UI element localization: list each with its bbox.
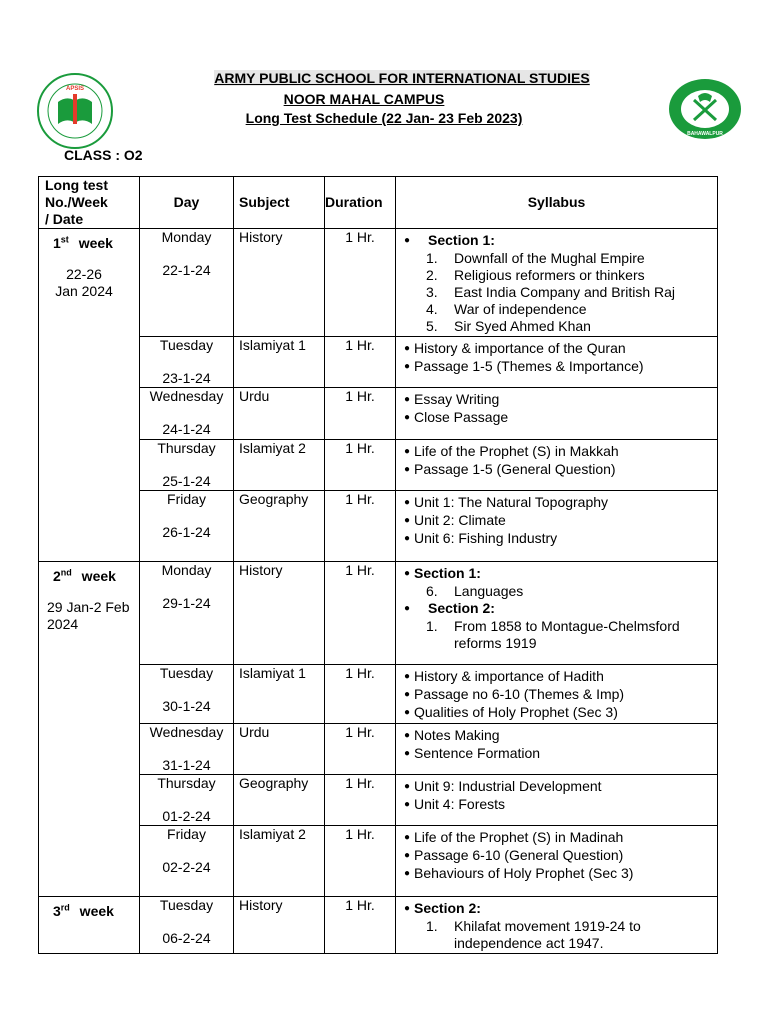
schedule-title: Long Test Schedule (22 Jan- 23 Feb 2023) [245,110,523,126]
bullet-icon: ● [404,568,411,579]
day-cell [140,388,234,440]
bullet-icon: ● [404,412,411,423]
subject-cell: Islamiyat 2 [234,440,325,491]
duration-cell: 1 Hr. [325,337,396,388]
section-title: Section 2: [414,900,481,916]
week-title [53,903,135,920]
day-name: Tuesday [159,337,214,353]
item-text: independence act 1947. [454,935,604,951]
subject-cell: Islamiyat 1 [234,665,325,724]
day-name: Monday [161,229,212,245]
day-name: Wednesday [149,724,224,740]
header-subject: Subject [234,177,325,229]
syllabus-bullet [404,745,717,763]
bullet-icon: ● [404,497,411,508]
numbered-item [404,318,717,335]
day-date: 25-1-24 [162,473,211,489]
bullet-icon: ● [404,730,411,741]
item-text: East India Company and British Raj [454,284,675,300]
syllabus-cell [396,724,718,775]
syllabus-bullet [404,340,717,358]
bullet-icon: ● [404,781,411,792]
syllabus-bullet [404,391,717,409]
duration-cell: 1 Hr. [325,826,396,897]
day-cell [140,775,234,826]
syllabus-cell [396,229,718,337]
syllabus-bullet [404,358,717,376]
week-dates-line1: 22-26 [66,266,102,282]
week-cell [39,897,140,954]
item-text: Sir Syed Ahmed Khan [454,318,591,334]
syllabus-bullet [404,829,717,847]
bullet-text: Life of the Prophet (S) in Madinah [414,829,624,845]
numbered-item [404,284,717,301]
day-date: 06-2-24 [162,930,211,946]
syllabus-bullet [404,686,717,704]
section-title: Section 1: [428,232,495,248]
item-text: Downfall of the Mughal Empire [454,250,645,266]
duration-cell: 1 Hr. [325,665,396,724]
day-cell [140,665,234,724]
week-ordinal: st [60,234,69,245]
week-number: 1 [53,235,61,251]
table-row [39,775,718,826]
week-dates [47,266,135,300]
syllabus-cell [396,775,718,826]
week-word: week [77,568,116,584]
schedule-table [38,176,718,954]
bullet-icon: ● [404,850,411,861]
section-heading [404,232,717,250]
subject-cell: Islamiyat 1 [234,337,325,388]
subject-cell: History [234,562,325,665]
bullet-text: Unit 2: Climate [414,512,506,528]
day-date: 23-1-24 [162,370,211,386]
table-header-row [39,177,718,229]
bullet-icon: ● [404,361,411,372]
item-number [424,935,454,952]
bullet-text: Qualities of Holy Prophet (Sec 3) [414,704,618,720]
bullet-text: History & importance of Hadith [414,668,604,684]
week-title [53,568,135,585]
day-date: 31-1-24 [162,757,211,773]
duration-cell: 1 Hr. [325,897,396,954]
day-cell [140,897,234,954]
bullet-text: Essay Writing [414,391,500,407]
syllabus-bullet [404,796,717,814]
day-date: 24-1-24 [162,421,211,437]
bullet-text: Behaviours of Holy Prophet (Sec 3) [414,865,634,881]
week-dates-line2: 2024 [47,616,79,632]
week-dates [47,599,135,633]
item-number: 3. [426,284,438,300]
subject-cell: History [234,229,325,337]
bullet-icon: ● [404,603,411,614]
header-day: Day [140,177,234,229]
week-ordinal: rd [60,902,70,913]
duration-cell: 1 Hr. [325,775,396,826]
table-row [39,562,718,665]
bullet-icon: ● [404,799,411,810]
day-cell [140,724,234,775]
duration-cell: 1 Hr. [325,491,396,562]
numbered-item [404,583,717,600]
table-row [39,491,718,562]
bullet-icon: ● [404,748,411,759]
bullet-text: Close Passage [414,409,509,425]
syllabus-bullet [404,865,717,883]
item-text: From 1858 to Montague-Chelmsford [454,618,680,634]
numbered-item [404,301,717,318]
section-heading [404,600,717,618]
day-date: 29-1-24 [162,595,211,611]
week-ordinal: nd [60,567,72,578]
subject-cell: Geography [234,491,325,562]
table-row [39,724,718,775]
numbered-item [404,618,717,635]
subject-cell: Urdu [234,388,325,440]
table-row [39,337,718,388]
bullet-text: Unit 6: Fishing Industry [414,530,558,546]
numbered-item [404,635,717,652]
table-row [39,826,718,897]
week-word: week [74,235,113,251]
duration-cell: 1 Hr. [325,388,396,440]
week-number: 3 [53,903,61,919]
subject-cell: Islamiyat 2 [234,826,325,897]
item-text: Languages [454,583,524,599]
table-row [39,440,718,491]
syllabus-cell [396,440,718,491]
bullet-icon: ● [404,394,411,405]
syllabus-cell [396,665,718,724]
bullet-text: Life of the Prophet (S) in Makkah [414,443,619,459]
item-number [424,635,454,652]
bullet-icon: ● [404,533,411,544]
table-row [39,897,718,954]
syllabus-bullet [404,668,717,686]
item-number: 2. [426,267,438,283]
section-heading [404,900,717,918]
subject-cell: History [234,897,325,954]
syllabus-bullet [404,847,717,865]
day-date: 01-2-24 [162,808,211,824]
bullet-text: Passage 1-5 (Themes & Importance) [414,358,644,374]
syllabus-bullet [404,409,717,427]
day-cell [140,229,234,337]
day-name: Thursday [157,775,216,791]
item-number: 6. [426,583,438,599]
syllabus-bullet [404,443,717,461]
day-date: 02-2-24 [162,859,211,875]
day-name: Thursday [157,440,216,456]
syllabus-cell [396,388,718,440]
week-title [53,235,135,252]
header-duration: Duration [325,177,396,229]
section-heading [404,565,717,583]
day-cell [140,491,234,562]
bullet-icon: ● [404,903,411,914]
item-number: 5. [426,318,438,334]
bullet-text: Passage 1-5 (General Question) [414,461,616,477]
day-date: 26-1-24 [162,524,211,540]
bullet-icon: ● [404,689,411,700]
day-date: 22-1-24 [162,262,211,278]
syllabus-bullet [404,727,717,745]
day-cell [140,337,234,388]
duration-cell: 1 Hr. [325,229,396,337]
week-cell [39,229,140,562]
syllabus-bullet [404,704,717,722]
day-name: Tuesday [159,897,214,913]
bullet-text: Unit 9: Industrial Development [414,778,602,794]
syllabus-bullet [404,461,717,479]
bullet-text: Unit 4: Forests [414,796,506,812]
table-row [39,665,718,724]
header-week-date: Long test No./Week / Date [39,177,140,229]
section-title: Section 1: [414,565,481,581]
numbered-item [404,918,717,935]
day-cell [140,826,234,897]
bullet-icon: ● [404,671,411,682]
item-text: Khilafat movement 1919-24 to [454,918,641,934]
week-dates-line2: Jan 2024 [55,283,113,299]
day-cell [140,562,234,665]
bullet-text: Passage no 6-10 (Themes & Imp) [414,686,625,702]
bullet-icon: ● [404,707,411,718]
item-text: reforms 1919 [454,635,537,651]
syllabus-cell [396,562,718,665]
item-text: Religious reformers or thinkers [454,267,645,283]
bullet-icon: ● [404,343,411,354]
syllabus-bullet [404,530,717,548]
duration-cell: 1 Hr. [325,440,396,491]
bullet-icon: ● [404,464,411,475]
day-name: Tuesday [159,665,214,681]
syllabus-cell [396,491,718,562]
bullet-text: Passage 6-10 (General Question) [414,847,624,863]
subject-cell: Urdu [234,724,325,775]
logo-center-text: APSIS [65,86,85,92]
day-cell [140,440,234,491]
item-number: 1. [426,918,438,934]
section-title: Section 2: [428,600,495,616]
week-cell [39,562,140,897]
logo-bottom-text: BAHAWALPUR [687,131,723,137]
item-number: 1. [426,250,438,266]
numbered-item [404,935,717,952]
syllabus-cell [396,826,718,897]
day-name: Wednesday [149,388,224,404]
week-dates-line1: 29 Jan-2 Feb [47,599,130,615]
table-row [39,229,718,337]
item-number: 1. [426,618,438,634]
duration-cell: 1 Hr. [325,724,396,775]
day-name: Friday [167,491,206,507]
header-syllabus: Syllabus [396,177,718,229]
day-date: 30-1-24 [162,698,211,714]
bullet-text: Sentence Formation [414,745,541,761]
syllabus-bullet [404,512,717,530]
numbered-item [404,267,717,284]
subject-cell: Geography [234,775,325,826]
campus-title: NOOR MAHAL CAMPUS [283,91,445,107]
bullet-icon: ● [404,515,411,526]
syllabus-bullet [404,494,717,512]
week-number: 2 [53,568,61,584]
bullet-icon: ● [404,446,411,457]
syllabus-cell [396,337,718,388]
table-row [39,388,718,440]
item-number: 4. [426,301,438,317]
school-title: ARMY PUBLIC SCHOOL FOR INTERNATIONAL STUDIES [214,70,590,86]
bullet-text: History & importance of the Quran [414,340,626,356]
numbered-item [404,250,717,267]
class-label: CLASS : O2 [64,147,143,163]
bullet-icon: ● [404,235,411,246]
bullet-icon: ● [404,832,411,843]
syllabus-bullet [404,778,717,796]
duration-cell: 1 Hr. [325,562,396,665]
day-name: Monday [161,562,212,578]
week-word: week [75,903,114,919]
day-name: Friday [167,826,206,842]
syllabus-cell [396,897,718,954]
item-text: War of independence [454,301,587,317]
bullet-icon: ● [404,868,411,879]
bullet-text: Notes Making [414,727,500,743]
bullet-text: Unit 1: The Natural Topography [414,494,609,510]
